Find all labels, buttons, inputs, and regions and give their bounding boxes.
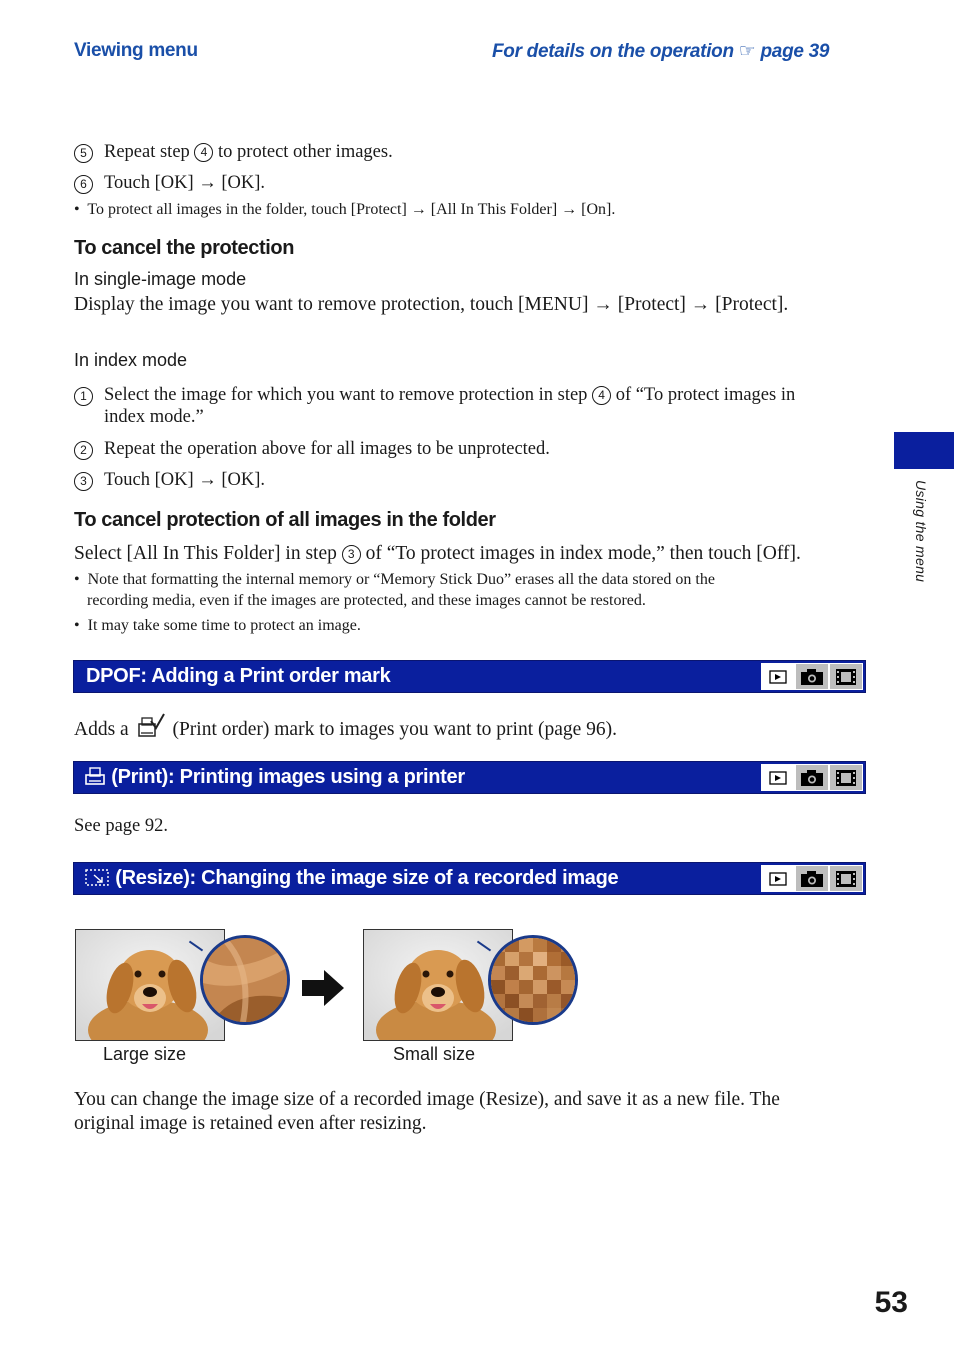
dpof-title: DPOF: Adding a Print order mark	[86, 665, 391, 687]
cancel-all-text-b: of “To protect images in index mode,” then touch [Off].	[365, 543, 801, 564]
step-text: Touch [OK] → [OK].	[104, 470, 266, 490]
mode-icons	[761, 663, 863, 690]
print-title: (Print): Printing images using a printer	[111, 766, 465, 788]
resize-icon	[84, 867, 110, 893]
cancel-all-note-1: • Note that formatting the internal memory or “Memory Stick Duo” erases all the data stored on the recording media, even if the images are protected, and these images cannot be restored.	[74, 571, 715, 609]
printer-icon	[84, 766, 106, 792]
dpof-text-a: Adds a	[74, 719, 129, 740]
movie-icon	[829, 663, 863, 690]
dpof-text-b: (Print order) mark to images you want to print (page 96).	[172, 719, 618, 740]
mode-icons	[761, 764, 863, 791]
sidebar-tab	[894, 432, 954, 469]
note-text: Note that formatting the internal memory or “Memory Stick Duo” erases all the data stored on the	[87, 571, 715, 588]
cancel-all-note-2: • It may take some time to protect an image.	[74, 617, 361, 634]
step-text: of “To protect images in	[615, 385, 796, 405]
hand-pointer-icon: ☞	[738, 40, 756, 62]
step-ref: 4	[592, 386, 611, 405]
playback-icon	[761, 764, 795, 791]
movie-icon	[829, 764, 863, 791]
note-text: It may take some time to protect an image.	[87, 617, 361, 634]
large-zoom-circle	[200, 935, 290, 1025]
camera-icon	[795, 865, 829, 892]
resize-text-line-1: You can change the image size of a recorded image (Resize), and save it as a new file. The	[74, 1089, 780, 1110]
resize-section-bar	[73, 862, 866, 895]
step-text: Repeat the operation above for all images to be unprotected.	[104, 439, 550, 459]
playback-icon	[761, 663, 795, 690]
print-order-icon	[134, 713, 168, 745]
camera-icon	[795, 764, 829, 791]
resize-text-line-2: original image is retained even after resizing.	[74, 1113, 427, 1134]
playback-icon	[761, 865, 795, 892]
details-page: page 39	[760, 41, 830, 62]
mode-icons	[761, 865, 863, 892]
dpof-description	[74, 713, 617, 745]
dpof-section-bar	[73, 660, 866, 693]
step-text-continued: index mode.”	[104, 407, 204, 427]
print-section-bar	[73, 761, 866, 794]
cancel-heading: To cancel the protection	[74, 237, 295, 259]
resize-title: (Resize): Changing the image size of a recorded image	[115, 867, 619, 889]
arrow-right-icon	[300, 968, 346, 1013]
resize-description	[74, 1088, 780, 1136]
step-number: 2	[74, 441, 93, 460]
page-number: 53	[874, 1286, 908, 1319]
index-mode-label: In index mode	[74, 350, 188, 370]
single-mode-label: In single-image mode	[74, 269, 247, 289]
print-description: See page 92.	[74, 816, 169, 836]
step-ref: 3	[342, 545, 361, 564]
protect-note: • To protect all images in the folder, touch [Protect] → [All In This Folder] → [On].	[74, 201, 616, 218]
step-ref: 4	[194, 143, 213, 162]
cancel-all-text	[74, 542, 801, 565]
step-text: Repeat step	[104, 142, 190, 162]
resize-title-wrap	[84, 867, 618, 893]
cancel-all-text-a: Select [All In This Folder] in step	[74, 543, 337, 564]
small-zoom-circle	[488, 935, 578, 1025]
cancel-all-heading: To cancel protection of all images in the folder	[74, 509, 496, 531]
step-text: Touch [OK] → [OK].	[104, 173, 266, 193]
step-number: 6	[74, 175, 93, 194]
camera-icon	[795, 663, 829, 690]
print-title-wrap	[84, 766, 465, 792]
section-title: Viewing menu	[74, 40, 198, 61]
note-text: To protect all images in the folder, touch [Protect] → [All In This Folder] → [On].	[87, 201, 616, 218]
small-size-caption: Small size	[393, 1044, 476, 1064]
step-number: 3	[74, 472, 93, 491]
large-size-caption: Large size	[103, 1044, 187, 1064]
details-prefix: For details on the operation	[492, 41, 734, 62]
step-text: Select the image for which you want to remove protection in step	[104, 385, 588, 405]
step-number: 1	[74, 387, 93, 406]
details-reference	[492, 40, 829, 63]
step-number: 5	[74, 144, 93, 163]
single-mode-text: Display the image you want to remove protection, touch [MENU] → [Protect] → [Protect].	[74, 294, 789, 315]
movie-icon	[829, 865, 863, 892]
note-text-continued: recording media, even if the images are protected, and these images cannot be restored.	[87, 592, 646, 609]
sidebar-label: Using the menu	[913, 480, 929, 583]
step-text: to protect other images.	[218, 142, 393, 162]
